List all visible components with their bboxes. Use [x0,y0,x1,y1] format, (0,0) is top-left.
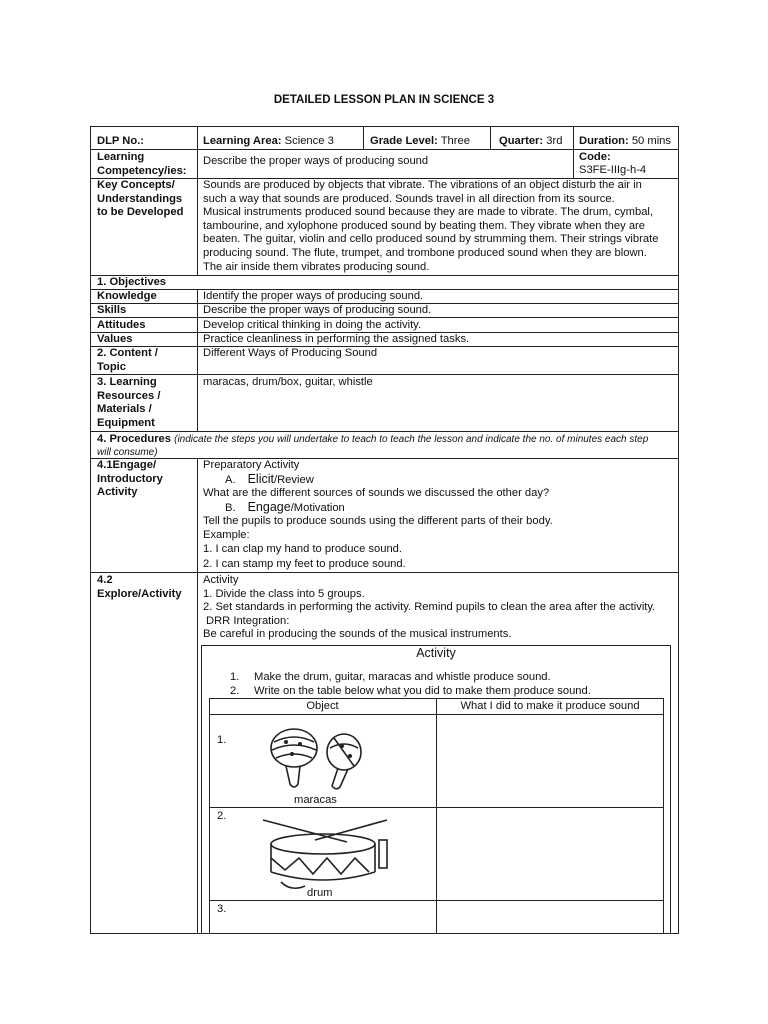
objectives-heading: 1. Objectives [97,276,167,288]
table-header-action: What I did to make it produce sound [460,700,640,712]
explore-step: 2. Set standards in performing the activity. Remind pupils to clean the area after the activity. [203,601,656,614]
attitudes-text: Develop critical thinking in doing the activity. [203,319,422,331]
values-text: Practice cleanliness in performing the assigned tasks. [203,333,470,345]
engage-label-line: Activity [97,486,138,499]
explore-content [199,573,677,643]
quarter-label: Quarter: [499,135,544,147]
example-label: Example: [203,528,250,541]
activity-box-title: Activity [416,646,456,660]
code-value: S3FE-IIIg-h-4 [579,164,647,176]
key-concept-line: such a way that sounds are produced. Sounds travel in all direction from its source. [203,192,615,205]
engage-label [93,458,167,501]
learning-area [199,134,338,150]
document-title: DETAILED LESSON PLAN IN SCIENCE 3 [273,94,495,106]
knowledge-text: Identify the proper ways of producing sound. [203,290,424,302]
quarter-value: 3rd [546,135,563,147]
procedures-note-cont: will consume) [97,446,158,458]
resources-label-line: Resources / [97,389,161,402]
list-marker: 1. [230,671,240,683]
engage-label-line: Introductory [97,472,163,485]
review-label: /Review [273,473,314,486]
grade-level [366,134,474,150]
content-label-line: 2. Content / [97,347,158,359]
resources-label-line: Equipment [97,416,155,429]
key-concept-line: beaten. The guitar, violin and cello produced sound by strumming them. Their strings vibrate [203,233,659,246]
key-concept-line: The air inside them vibrates producing sound. [203,260,430,273]
learning-area-value: Science 3 [284,135,334,147]
row-number: 1. [217,734,227,746]
object-caption: maracas [294,794,337,806]
elicit-question: What are the different sources of sounds we discussed the other day? [203,487,550,500]
code-label: Code: [579,151,611,163]
resources-label-line: 3. Learning [97,376,157,388]
list-marker: A. [225,473,236,486]
resources-label [93,375,164,431]
explore-step: 1. Divide the class into 5 groups. [203,587,365,600]
procedures-title: 4. Procedures [97,433,171,445]
activity-instruction [230,671,662,685]
explore-label-line: Explore/Activity [97,587,182,600]
explore-activity-title: Activity [203,574,239,586]
activity-instruction [230,685,662,699]
resources-text: maracas, drum/box, guitar, whistle [203,376,373,388]
drum-icon [255,816,405,896]
table-header-object: Object [306,700,339,712]
attitudes-label: Attitudes [97,319,146,331]
key-concept-line: Sounds are produced by objects that vibrate. The vibrations of an object disturb the air in [203,179,642,191]
key-concept-line: Musical instruments produced sound because they are made to vibrate. The drum, cymbal, [203,206,654,219]
content-label [93,346,162,375]
duration [575,134,675,150]
instruction-text: Write on the table below what you did to make them produce sound. [254,684,591,697]
key-concepts-text [199,178,679,275]
skills-text: Describe the proper ways of producing sound. [203,304,432,316]
resources-label-line: Materials / [97,403,152,416]
key-concept-line: tambourine, and xylophone produced sound by beating them. They vibrate when they are [203,219,645,232]
motivation-label: /Motivation [290,501,345,514]
content-text: Different Ways of Producing Sound [203,347,378,359]
key-concept-line: producing sound. The flute, trumpet, and trombone produced sound when they are blown. [203,246,647,259]
duration-value: 50 mins [631,135,672,147]
list-marker: B. [225,501,236,514]
drr-caution: Be careful in producing the sounds of the musical instruments. [203,628,512,641]
example-item: 1. I can clap my hand to produce sound. [203,542,403,555]
learning-area-label: Learning Area: [203,135,282,147]
procedures-note: (indicate the steps you will undertake to teach to teach the lesson and indicate the no. of minutes each step [174,434,649,445]
engage-line [203,501,673,516]
competency-text: Describe the proper ways of producing sound [203,155,429,167]
dlp-label: DLP No.: [97,135,145,147]
engage-label-main: Engage [247,499,291,514]
grade-level-label: Grade Level: [370,135,438,147]
drr-label: DRR Integration: [206,614,290,627]
explore-label [93,573,186,602]
example-item: 2. I can stamp my feet to produce sound. [203,558,406,571]
list-marker: 2. [230,684,240,697]
quarter [495,134,566,150]
object-caption: drum [307,887,333,899]
explore-label-line: 4.2 [97,574,113,586]
key-concepts-label: Key Concepts/ Understandings to be Developed [97,179,184,219]
elicit-line [203,473,673,488]
preparatory-activity: Preparatory Activity [203,459,300,471]
grade-level-value: Three [440,135,470,147]
elicit-label: Elicit [247,471,274,486]
instruction-text: Make the drum, guitar, maracas and whistle produce sound. [254,671,551,683]
competency-label: Learning Competency/ies: [97,151,187,177]
engage-instruction: Tell the pupils to produce sounds using the different parts of their body. [203,515,553,528]
content-label-line: Topic [97,360,127,373]
row-number: 3. [217,903,227,915]
values-label: Values [97,333,133,345]
row-number: 2. [217,810,227,822]
knowledge-label: Knowledge [97,290,157,302]
activity-instructions [226,670,666,699]
maracas-icon [262,722,374,794]
procedures-heading [93,432,679,459]
engage-content [199,458,677,573]
duration-label: Duration: [579,135,629,147]
skills-label: Skills [97,304,127,316]
engage-label-line: 4.1Engage/ [97,459,157,471]
